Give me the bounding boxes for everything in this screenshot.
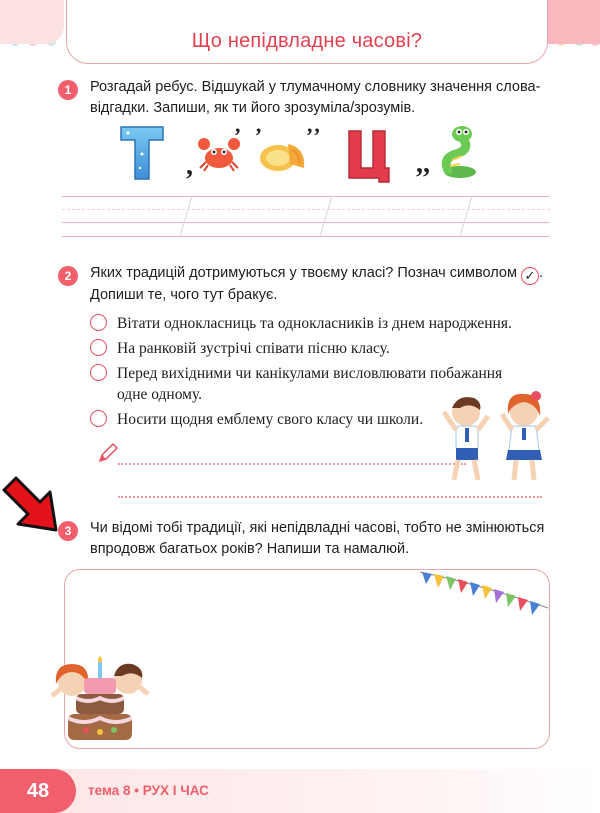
- task-3-text: [90, 518, 544, 560]
- task-2-text: Яких традицій дотримуються у твоєму класі? Познач символом ✓ . Допиши те, чого тут бракує.: [90, 263, 543, 306]
- option-checkbox[interactable]: [90, 314, 107, 331]
- option-checkbox[interactable]: [90, 364, 107, 381]
- task-number-2: 2: [58, 266, 78, 286]
- task-3-line-2: впродовж багатьох років? Напиши та намалюй.: [90, 541, 410, 557]
- page-title-box: [66, 0, 548, 64]
- footer-theme-label: тема 8 • РУХ І ЧАС: [88, 783, 209, 798]
- task-3-line-1: Чи відомі тобі традиції, які непідвладні часові, тобто не змінюються: [90, 520, 545, 536]
- option-3-line-2: одне одному.: [117, 386, 203, 403]
- option-4[interactable]: [90, 409, 423, 430]
- option-3-line-1: Перед вихідними чи канікулами висловлювати побажання: [117, 365, 503, 382]
- page-number-tab: [0, 769, 76, 813]
- task-2-line-2: Допиши те, чого тут бракує.: [90, 287, 278, 303]
- task-1-line-2: відгадки. Запиши, як ти його зрозуміла/зрозумів.: [90, 100, 416, 116]
- rebus: [118, 112, 478, 188]
- check-symbol-icon: ✓: [521, 267, 539, 285]
- pencil-icon: [97, 442, 119, 464]
- answer-line-1[interactable]: [118, 463, 466, 465]
- letter-ts-icon: [346, 128, 390, 184]
- task-number-1: 1: [58, 80, 78, 100]
- page-number: 48: [26, 779, 50, 802]
- birthday-cake-illustration: [48, 656, 152, 748]
- letter-t-icon: [118, 124, 166, 182]
- slant-guides: [62, 196, 550, 238]
- rebus-marks-after-crab: ‚ ‚: [234, 112, 267, 137]
- melon-icon: [258, 134, 310, 174]
- task-1-line-1: Розгадай ребус. Відшукай у тлумачному словнику значення слова-: [90, 79, 541, 95]
- rebus-commas-before-snake: ,,: [416, 148, 430, 179]
- answer-line-2[interactable]: [118, 496, 542, 498]
- option-checkbox[interactable]: [90, 339, 107, 356]
- rebus-comma-1: ,: [186, 150, 193, 181]
- red-arrow-icon: [0, 474, 62, 536]
- kids-illustration: [440, 390, 552, 486]
- bunting-icon: [418, 564, 550, 620]
- corner-decoration-left: [0, 0, 64, 44]
- option-2[interactable]: [90, 338, 390, 359]
- option-label: Носити щодня емблему свого класу чи школи.: [117, 411, 424, 428]
- option-label: На ранковій зустрічі співати пісню класу.: [117, 340, 390, 357]
- snake-icon: [436, 122, 482, 180]
- option-label: Вітати однокласниць та однокласників із днем народження.: [117, 315, 512, 332]
- page-title: Що непідвладне часові?: [191, 30, 423, 52]
- task-2-line-1: Яких традицій дотримуються у твоєму класі? Познач символом: [90, 265, 517, 281]
- rebus-marks-after-melon: ‚‚: [306, 112, 321, 137]
- writing-lines-task-1[interactable]: [62, 196, 550, 246]
- crab-icon: [196, 132, 242, 174]
- option-checkbox[interactable]: [90, 410, 107, 427]
- option-1[interactable]: [90, 313, 512, 334]
- task-number-3: 3: [58, 521, 78, 541]
